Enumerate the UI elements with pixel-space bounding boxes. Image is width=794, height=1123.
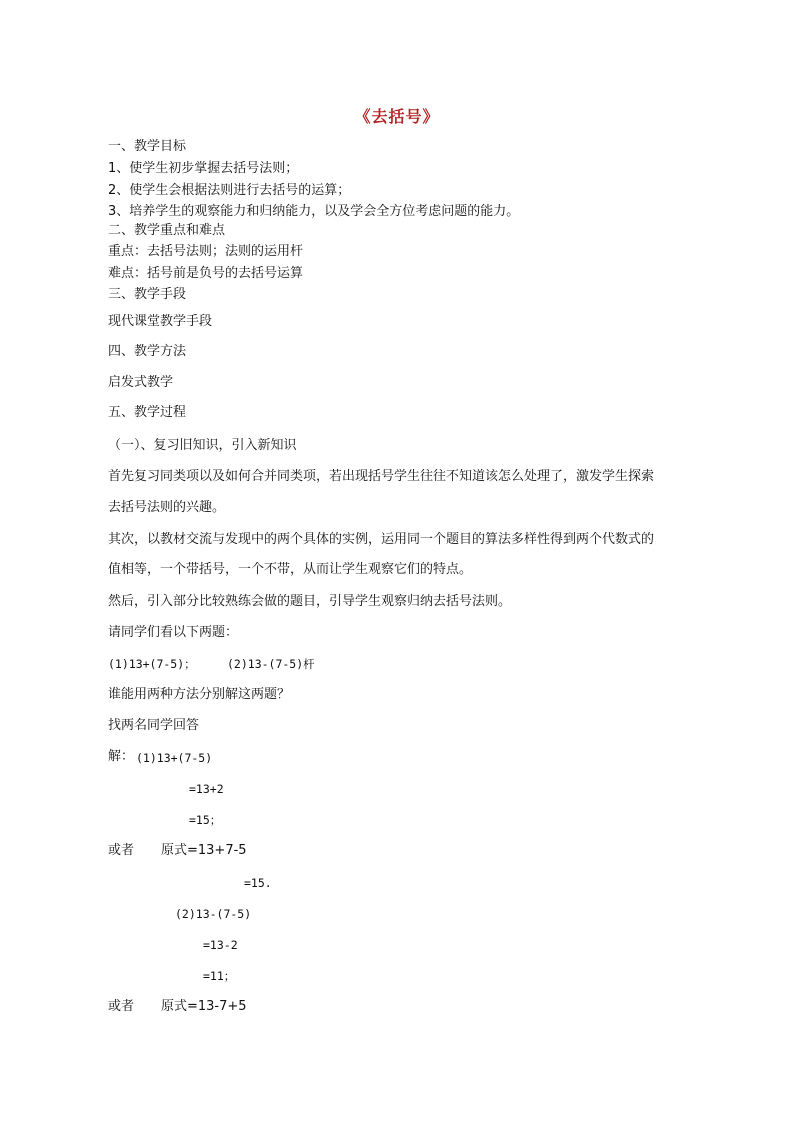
means-text: 现代课堂教学手段 [108,314,213,329]
method-heading: 四、教学方法 [108,344,187,359]
or-label: 或者 [108,843,135,858]
method-text: 启发式教学 [108,375,174,390]
problem-1: (1)13+(7-5)； [108,657,196,671]
solution-step: =15； [189,813,222,827]
answer-call: 找两名同学回答 [108,718,200,733]
paragraph-line: 然后，引入部分比较熟练会做的题目，引导学生观察归纳去括号法则。 [108,594,512,609]
problem-2: (2)13-(7-5)杆 [227,657,315,671]
question-text: 谁能用两种方法分别解这两题？ [108,687,291,702]
paragraph-line: 值相等，一个带括号，一个不带，从而让学生观察它们的特点。 [108,562,473,577]
objective-item: 1、使学生初步掌握去括号法则； [108,161,299,176]
key-points-heading: 二、教学重点和难点 [108,223,226,238]
step-heading: （一）、复习旧知识，引入新知识 [108,438,297,453]
prompt-text: 请同学们看以下两题： [108,625,239,640]
solution-step: =13+2 [189,782,224,796]
means-heading: 三、教学手段 [108,287,187,302]
key-point: 重点：去括号法则；法则的运用杆 [108,244,304,259]
objectives-heading: 一、教学目标 [108,139,187,154]
alternative-solution: 原式=13-7+5 [161,999,247,1014]
paragraph-line: 首先复习同类项以及如何合并同类项，若出现括号学生往往不知道该怎么处理了，激发学生探索 [108,469,655,484]
solution-step: =13-2 [203,938,238,952]
process-heading: 五、教学过程 [108,405,187,420]
paragraph-line: 其次，以教材交流与发现中的两个具体的实例，运用同一个题目的算法多样性得到两个代数式的 [108,532,655,547]
solution-step: =15. [244,876,272,890]
page-title: 《去括号》 [354,107,440,126]
objective-item: 3、培养学生的观察能力和归纳能力，以及学会全方位考虑问题的能力。 [108,204,520,219]
or-label: 或者 [108,999,135,1014]
solution-expression: (1)13+(7-5) [136,751,213,765]
solution-label: 解： [108,749,135,764]
solution-step: =11； [203,969,236,983]
solution-expression: (2)13-(7-5) [175,907,252,921]
objective-item: 2、使学生会根据法则进行去括号的运算； [108,183,351,198]
alternative-solution: 原式=13+7-5 [161,843,247,858]
paragraph-line: 去括号法则的兴趣。 [108,500,226,515]
difficulty: 难点：括号前是负号的去括号运算 [108,266,304,281]
